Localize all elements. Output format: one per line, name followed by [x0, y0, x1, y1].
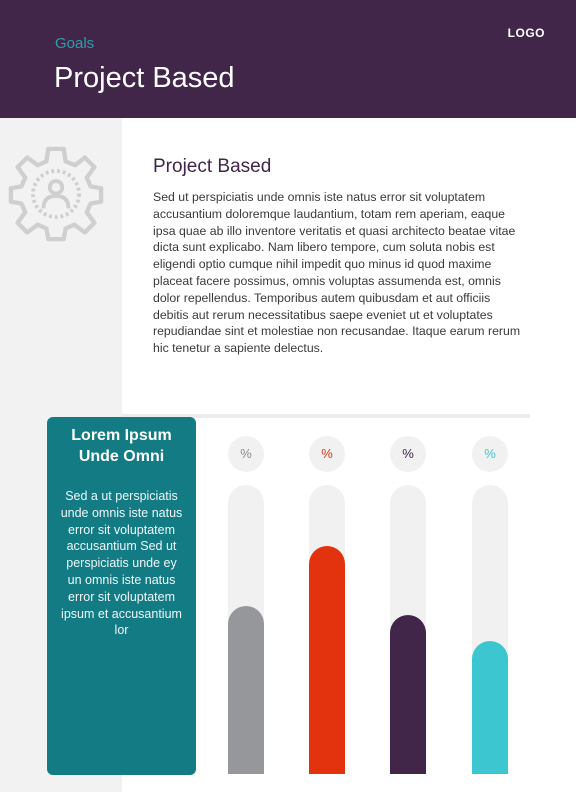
info-card [47, 417, 196, 775]
bar-4-percent-label: % [472, 436, 508, 472]
page-title: Project Based [54, 62, 235, 94]
bar-3-track [390, 485, 426, 774]
body-paragraph: Sed ut perspiciatis unde omnis iste natus error sit voluptatem accusantium doloremque laudantium, totam rem aperiam, eaque ipsa quae ab illo inventore veritatis et quasi architecto beatae vitae dicta sunt explicabo. Nam libero tempore, cum soluta nobis est eligendi optio cumque nihil impedit quo minus id quod maxime placeat facere possimus, omnis voluptas assumenda est, omnis dolor repellendus. Temporibus autem quibusdam et aut officiis debitis aut rerum necessitatibus saepe eveniet ut et voluptates repudiandae sint et molestiae non recusandae. Itaque earum rerum hic tenetur a sapiente delectus. [153, 190, 521, 356]
bar-1-track [228, 485, 264, 774]
card-text: Sed a ut perspiciatis unde omnis iste natus error sit voluptatem accusantium Sed ut perspiciatis unde ey un omnis iste natus error sit voluptatem ipsum et accusantium lor [60, 489, 183, 638]
bar-2-percent-label: % [309, 436, 345, 472]
bar-2-track [309, 485, 345, 774]
bar-3-percent-label: % [390, 436, 426, 472]
section-title: Project Based [153, 156, 272, 177]
card-title-line-1: Lorem Ipsum [71, 427, 172, 444]
logo: LOGO [507, 26, 545, 40]
bar-2-fill [309, 546, 345, 774]
bar-1-fill [228, 606, 264, 774]
bar-1-percent-label: % [228, 436, 264, 472]
bar-4-fill [472, 641, 508, 774]
bar-3-fill [390, 615, 426, 774]
header-eyebrow: Goals [55, 35, 95, 52]
header-banner [0, 0, 576, 118]
bar-4-track [472, 485, 508, 774]
gear-user-icon [8, 146, 104, 242]
card-title [47, 425, 196, 467]
card-title-line-2: Unde Omni [78, 448, 165, 465]
